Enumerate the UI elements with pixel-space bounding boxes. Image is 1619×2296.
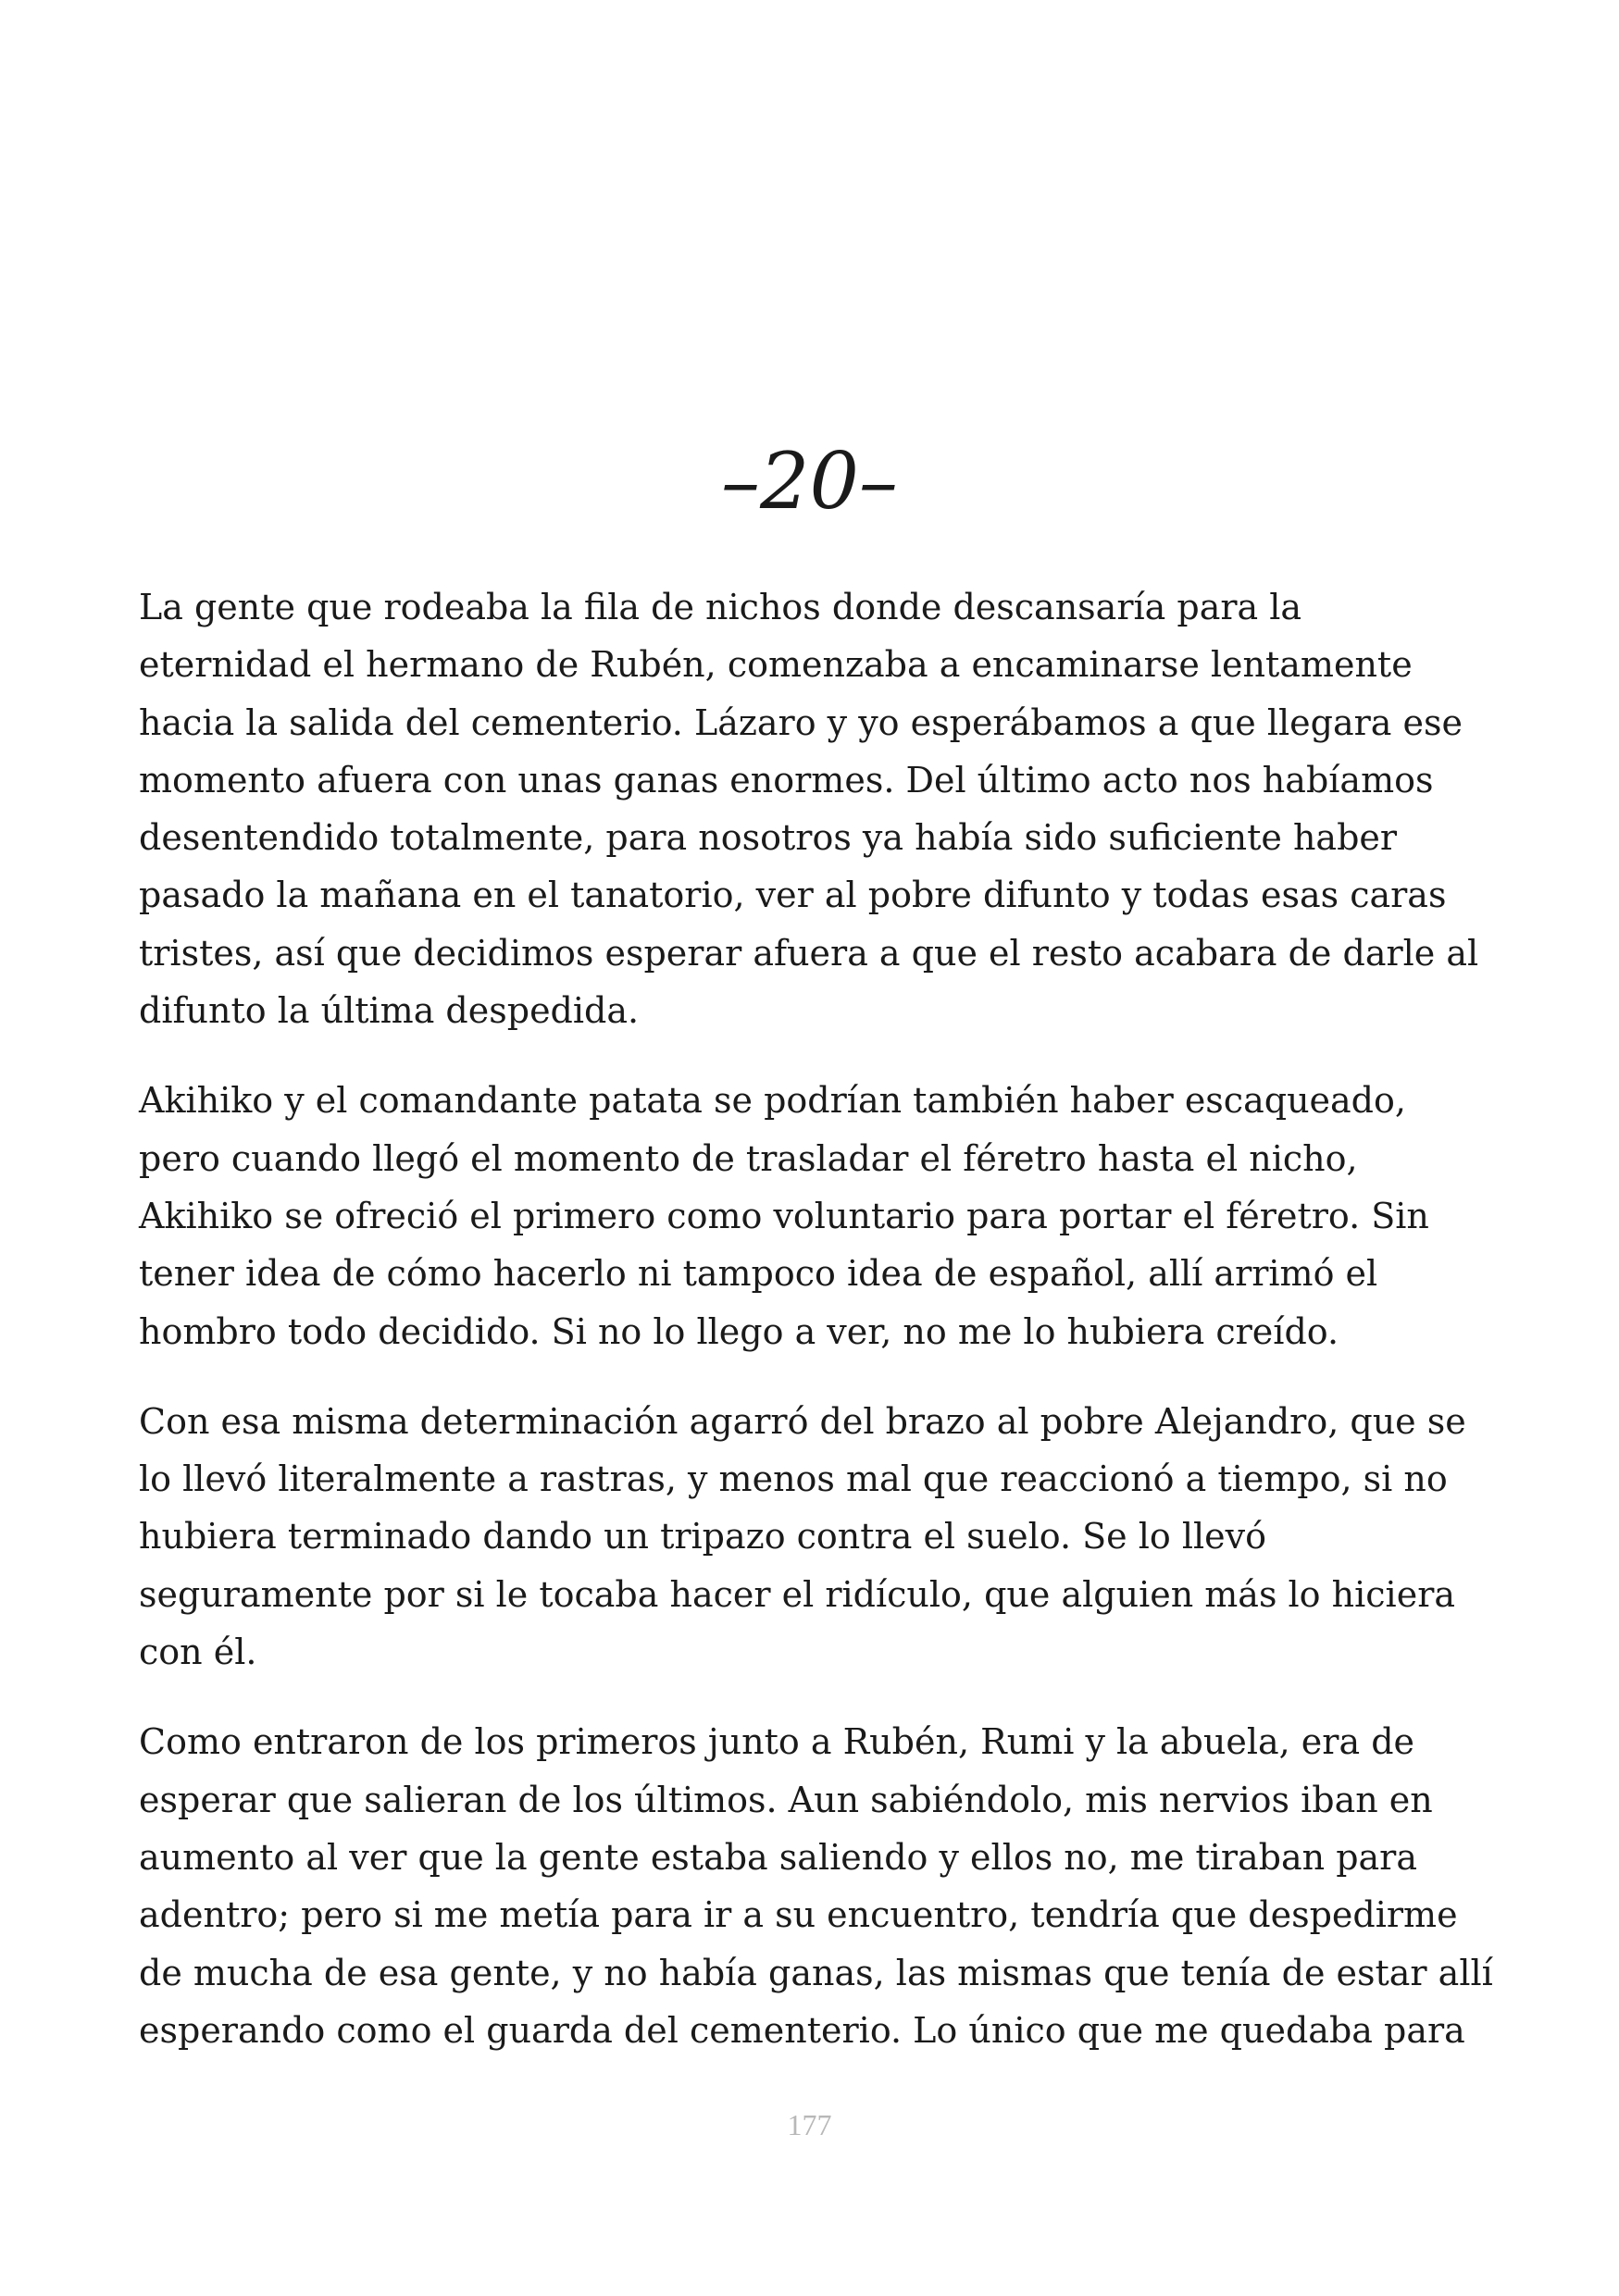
body-text [139,578,1493,2091]
text-line: momento afuera con unas ganas enormes. Del último acto nos habíamos [139,759,1434,800]
text-line: Akihiko y el comandante patata se podrían también haber escaqueado, [139,1080,1406,1122]
text-line: pasado la mañana en el tanatorio, ver al pobre difunto y todas esas caras [139,875,1447,916]
text-line: con él. [139,1632,257,1673]
page-number: 177 [787,2108,832,2141]
text-line: Como entraron de los primeros junto a Rubén, Rumi y la abuela, era de [139,1721,1415,1763]
paragraph-2 [139,1072,1490,1359]
chapter-title: –20– [721,436,898,527]
text-line: de mucha de esa gente, y no había ganas, las mismas que tenía de estar allí [139,1952,1493,1993]
text-line: hacia la salida del cementerio. Lázaro y yo esperábamos a que llegara ese [139,701,1463,743]
text-line: Akihiko se ofreció el primero como voluntario para portar el féretro. Sin [139,1195,1429,1236]
text-line: difunto la última despedida. [139,990,640,1032]
text-line: seguramente por si le tocaba hacer el ridículo, que alguien más lo hiciera [139,1573,1456,1615]
text-line: tener idea de cómo hacerlo ni tampoco idea de español, allí arrimó el [139,1253,1378,1295]
paragraph-3 [139,1393,1490,1681]
text-line: aumento al ver que la gente estaba saliendo y ellos no, me tiraban para [139,1836,1417,1878]
text-line: La gente que rodeaba la fila de nichos donde descansaría para la [139,587,1302,627]
text-line: esperar que salieran de los últimos. Aun sabiéndolo, mis nervios iban en [139,1779,1433,1820]
text-line: esperando como el guarda del cementerio. Lo único que me quedaba para [139,2009,1465,2051]
text-line: desentendido totalmente, para nosotros ya había sido suficiente haber [139,817,1398,859]
text-line: adentro; pero si me metía para ir a su encuentro, tendría que despedirme [139,1894,1458,1936]
text-line: hombro todo decidido. Si no lo llego a ver, no me lo hubiera creído. [139,1310,1339,1352]
paragraph-1 [139,578,1490,1039]
text-line: lo llevó literalmente a rastras, y menos mal que reaccionó a tiempo, si no [139,1458,1448,1500]
text-line: eternidad el hermano de Rubén, comenzaba a encaminarse lentamente [139,644,1413,686]
text-line: tristes, así que decidimos esperar afuera a que el resto acabara de darle al [139,932,1479,974]
paragraph-4 [139,1713,1493,2059]
text-line: hubiera terminado dando un tripazo contra el suelo. Se lo llevó [139,1516,1267,1558]
text-line: pero cuando llegó el momento de trasladar el féretro hasta el nicho, [139,1137,1358,1179]
text-line: Con esa misma determinación agarró del brazo al pobre Alejandro, que se [139,1400,1466,1442]
